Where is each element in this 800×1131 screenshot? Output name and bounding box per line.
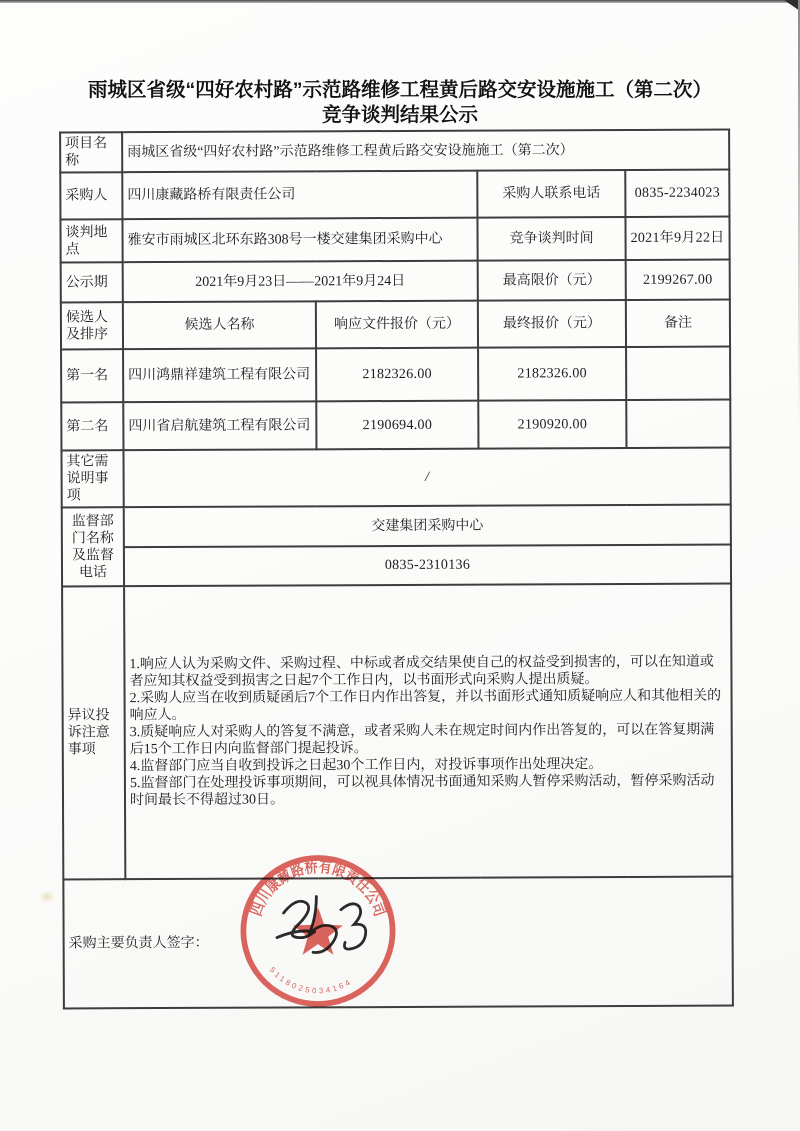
candidate-1-final-price: 2182326.00	[478, 347, 626, 401]
objection-label: 异议投诉注意事项	[62, 586, 125, 879]
negotiation-time-value: 2021年9月22日	[625, 217, 729, 260]
signature-cell	[63, 877, 733, 1009]
supervision-phone-value: 0835-2310136	[124, 545, 731, 587]
row-publicity	[61, 260, 730, 303]
row-project-name	[60, 130, 729, 173]
row-objection-notice	[62, 584, 732, 880]
candidate-2-final-price: 2190920.00	[478, 400, 626, 449]
row-supervision-dept	[62, 505, 731, 548]
page-title	[0, 78, 800, 128]
row-supervision-phone	[62, 545, 731, 587]
candidates-final-price-header: 最终报价（元）	[478, 300, 626, 348]
objection-item-3: 3.质疑响应人对采购人的答复不满意，或者采购人未在规定时间内作出答复的，可以在答复期满后15个工作日内向监督部门提起投诉。	[129, 722, 715, 758]
objection-item-1: 1.响应人认为采购文件、采购过程、中标或者成交结果使自己的权益受到损害的，可以在知道或者应知其权益受到损害之日起7个工作日内，以书面形式向采购人提出质疑。	[129, 654, 714, 690]
candidate-row-2	[61, 400, 730, 451]
candidate-2-doc-price: 2190694.00	[316, 401, 478, 450]
candidates-remark-header: 备注	[626, 300, 730, 347]
objection-item-2: 2.采购人应当在收到质疑函后7个工作日内作出答复，并以书面形式通知质疑响应人和其他相关的响应人。	[129, 688, 722, 724]
candidate-2-remark	[626, 400, 730, 448]
page-title-line1: 雨城区省级“四好农村路”示范路维修工程黄后路交安设施施工（第二次）	[87, 79, 712, 101]
candidate-2-name: 四川省启航建筑工程有限公司	[123, 401, 316, 450]
objection-item-4: 4.监督部门应当自收到投诉之日起30个工作日内，对投诉事项作出处理决定。	[129, 757, 603, 775]
objection-notice-text	[124, 584, 732, 880]
venue-value: 雅安市雨城区北环东路308号一楼交建集团采购中心	[122, 218, 477, 263]
candidates-doc-price-header: 响应文件报价（元）	[316, 301, 478, 349]
candidate-1-remark	[626, 347, 730, 400]
candidate-1-name: 四川鸿鼎祥建筑工程有限公司	[123, 348, 316, 402]
max-price-value: 2199267.00	[626, 260, 730, 300]
candidate-1-doc-price: 2182326.00	[316, 348, 478, 402]
row-candidates-header	[61, 300, 730, 350]
publicity-period-value: 2021年9月23日——2021年9月24日	[123, 261, 478, 303]
row-venue	[60, 217, 729, 263]
candidate-2-rank: 第二名	[61, 402, 123, 450]
other-notes-label: 其它需说明事项	[61, 450, 123, 507]
other-notes-value: /	[123, 448, 730, 508]
project-name-value: 雨城区省级“四好农村路”示范路维修工程黄后路交安设施施工（第二次）	[122, 130, 729, 173]
row-other-notes	[61, 448, 730, 508]
paper-smudge	[42, 893, 52, 900]
signature-label: 采购主要负责人签字：	[68, 935, 209, 952]
negotiation-time-label: 竞争谈判时间	[477, 217, 625, 261]
candidate-row-1	[61, 347, 730, 403]
supervision-label: 监督部门名称及监督电话	[62, 507, 124, 586]
purchaser-value: 四川康藏路桥有限责任公司	[122, 171, 477, 220]
row-purchaser	[60, 170, 729, 220]
candidates-rank-header: 候选人及排序	[61, 302, 123, 349]
candidate-1-rank: 第一名	[61, 349, 123, 402]
purchaser-phone-value: 0835-2234023	[625, 170, 729, 217]
project-name-label: 项目名称	[60, 132, 122, 172]
purchaser-phone-label: 采购人联系电话	[477, 170, 625, 218]
result-announcement-table	[59, 129, 734, 1010]
purchaser-label: 采购人	[60, 172, 122, 219]
max-price-label: 最高限价（元）	[478, 260, 626, 301]
row-signature	[63, 877, 733, 1009]
seal-company-name: 四川康藏路桥有限责任公司	[248, 858, 390, 922]
seal-registration-number: 5118025034164	[267, 965, 355, 996]
objection-item-5: 5.监督部门在处理投诉事项期间，可以视具体情况书面通知采购人暂停采购活动，暂停采购活动时间最长不得超过30日。	[129, 773, 715, 809]
supervision-dept-value: 交建集团采购中心	[124, 505, 731, 548]
candidates-name-header: 候选人名称	[123, 301, 316, 349]
page-title-line2: 竞争谈判结果公示	[321, 104, 478, 126]
publicity-label: 公示期	[61, 262, 123, 302]
scan-top-edge	[0, 0, 800, 3]
venue-label: 谈判地点	[60, 219, 122, 262]
